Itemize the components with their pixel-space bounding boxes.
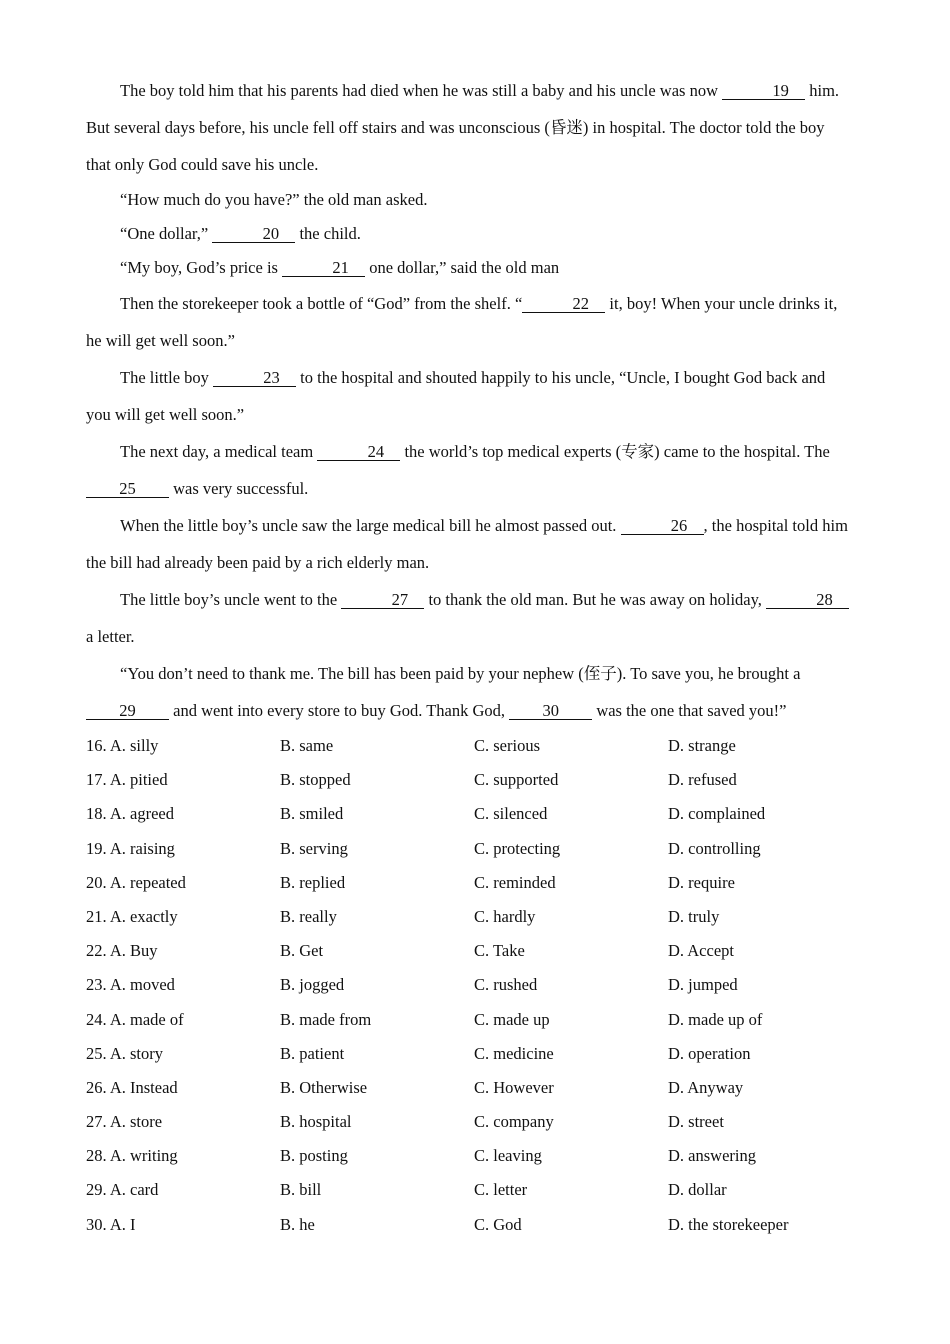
answer-option[interactable]: D. truly (668, 906, 720, 926)
answer-option[interactable]: B. bill (280, 1180, 322, 1200)
answer-option[interactable]: C. company (474, 1112, 554, 1132)
answer-option[interactable]: C. silenced (474, 804, 548, 824)
passage-text: a letter. (86, 627, 135, 646)
answer-option[interactable]: D. strange (668, 736, 736, 755)
answer-option[interactable]: 20. A. repeated (86, 872, 186, 892)
answer-option[interactable]: B. made from (280, 1009, 372, 1029)
question-row (86, 934, 862, 968)
passage-text: The next day, a medical team (120, 442, 318, 461)
answer-option[interactable]: 22. A. Buy (86, 941, 158, 961)
answer-option[interactable]: B. patient (280, 1043, 345, 1063)
passage-line (86, 507, 862, 544)
passage-text: to the hospital and shouted happily to his uncle, “Uncle, I bought God back and (296, 368, 826, 387)
passage-text: that only God could save his uncle. (86, 155, 319, 174)
question-row (86, 1173, 862, 1207)
answer-option[interactable]: B. stopped (280, 770, 351, 790)
answer-blank[interactable]: 27 (341, 591, 424, 609)
question-row (86, 763, 862, 797)
answer-blank[interactable]: 21 (282, 259, 365, 277)
answer-option[interactable]: 26. A. Instead (86, 1077, 178, 1097)
question-row (86, 866, 862, 900)
passage-text: “How much do you have?” the old man asked. (120, 190, 428, 209)
answer-option[interactable]: B. posting (280, 1146, 348, 1166)
passage-text: When the little boy’s uncle saw the large medical bill he almost passed out. (120, 516, 621, 535)
answer-option[interactable]: D. operation (668, 1043, 751, 1063)
answer-blank[interactable]: 19 (722, 82, 805, 100)
question-row (86, 900, 862, 934)
passage-text: The little boy’s uncle went to the (120, 590, 342, 609)
passage-line (86, 109, 862, 146)
passage-text: But several days before, his uncle fell off stairs and was unconscious (昏迷) in hospital. The doctor told the boy (86, 118, 825, 137)
answer-option[interactable]: 23. A. moved (86, 975, 175, 995)
answer-option[interactable]: C. reminded (474, 872, 556, 892)
question-row (86, 832, 862, 866)
passage-line (86, 72, 862, 109)
answer-option[interactable]: B. really (280, 906, 337, 926)
answer-option[interactable]: C. medicine (474, 1043, 554, 1063)
answer-option[interactable]: 18. A. agreed (86, 804, 174, 824)
question-row (86, 1139, 862, 1173)
answer-option[interactable]: D. require (668, 872, 735, 892)
question-row (86, 1208, 862, 1242)
answer-option[interactable]: D. refused (668, 770, 737, 790)
answer-option[interactable]: B. hospital (280, 1112, 352, 1132)
answer-option[interactable]: D. the storekeeper (668, 1214, 789, 1234)
answer-option[interactable]: D. made up of (668, 1009, 763, 1029)
answer-option[interactable]: C. rushed (474, 975, 538, 995)
answer-option[interactable]: 28. A. writing (86, 1146, 178, 1166)
question-row (86, 1105, 862, 1139)
answer-option[interactable]: C. supported (474, 770, 559, 790)
answer-option[interactable]: C. God (474, 1214, 522, 1234)
cloze-passage (86, 72, 862, 729)
passage-text: was very successful. (169, 479, 309, 498)
passage-line (86, 359, 862, 396)
answer-option[interactable]: 24. A. made of (86, 1009, 184, 1029)
passage-text: and went into every store to buy God. Thank God, (169, 701, 510, 720)
answer-blank[interactable]: 28 (766, 591, 849, 609)
answer-option[interactable]: B. Otherwise (280, 1077, 368, 1097)
passage-line (86, 285, 862, 322)
answer-option[interactable]: B. replied (280, 872, 346, 892)
answer-option[interactable]: C. Take (474, 941, 525, 961)
answer-option[interactable]: 25. A. story (86, 1043, 164, 1063)
answer-option[interactable]: D. controlling (668, 838, 761, 858)
passage-line (86, 692, 862, 729)
passage-text: The boy told him that his parents had died when he was still a baby and his uncle was now (120, 81, 723, 100)
answer-blank[interactable]: 20 (212, 225, 295, 243)
answer-option[interactable]: B. smiled (280, 804, 344, 824)
answer-option[interactable]: D. jumped (668, 975, 738, 995)
answer-option[interactable]: 16. A. silly (86, 736, 159, 755)
answer-option[interactable]: D. answering (668, 1146, 756, 1166)
passage-line (86, 251, 862, 285)
answer-option[interactable]: 17. A. pitied (86, 770, 168, 790)
answer-option[interactable]: C. letter (474, 1180, 528, 1200)
question-row (86, 797, 862, 831)
answer-option[interactable]: D. Anyway (668, 1077, 744, 1097)
passage-line (86, 396, 862, 433)
passage-text: the child. (295, 224, 361, 243)
answer-option[interactable]: B. jogged (280, 975, 345, 995)
passage-text: to thank the old man. But he was away on holiday, (424, 590, 767, 609)
passage-text: “You don’t need to thank me. The bill has been paid by your nephew (侄子). To save you, he brought a (120, 664, 801, 683)
question-row (86, 729, 862, 763)
passage-text: was the one that saved you!” (592, 701, 787, 720)
passage-text: you will get well soon.” (86, 405, 245, 424)
answer-option[interactable]: B. serving (280, 838, 348, 858)
answer-blank[interactable]: 25 (86, 480, 169, 498)
passage-text: the bill had already been paid by a rich elderly man. (86, 553, 430, 572)
question-row (86, 968, 862, 1002)
answer-options (86, 729, 862, 1242)
answer-blank[interactable]: 24 (317, 443, 400, 461)
answer-option[interactable]: C. leaving (474, 1146, 542, 1166)
question-row (86, 1071, 862, 1105)
passage-text: he will get well soon.” (86, 331, 235, 350)
answer-blank[interactable]: 30 (509, 702, 592, 720)
answer-option[interactable]: B. same (280, 736, 334, 755)
exam-page (86, 72, 862, 1242)
passage-text: , the hospital told him (703, 516, 848, 535)
passage-text: Then the storekeeper took a bottle of “God” from the shelf. “ (120, 294, 523, 313)
passage-line (86, 183, 862, 217)
answer-option[interactable]: D. dollar (668, 1180, 727, 1200)
answer-option[interactable]: D. Accept (668, 941, 734, 961)
answer-option[interactable]: C. hardly (474, 906, 536, 926)
answer-option[interactable]: 30. A. I (86, 1214, 136, 1234)
passage-line (86, 433, 862, 470)
passage-text: him. (805, 81, 840, 100)
answer-option[interactable]: 29. A. card (86, 1180, 159, 1200)
passage-line (86, 581, 862, 618)
passage-line (86, 655, 862, 692)
answer-option[interactable]: 27. A. store (86, 1112, 163, 1132)
passage-text: The little boy (120, 368, 214, 387)
passage-line (86, 618, 862, 655)
passage-text: “My boy, God’s price is (120, 258, 283, 277)
answer-blank[interactable]: 29 (86, 702, 169, 720)
answer-blank[interactable]: 22 (522, 295, 605, 313)
answer-option[interactable]: B. Get (280, 941, 324, 961)
passage-line (86, 544, 862, 581)
question-row (86, 1037, 862, 1071)
passage-line (86, 470, 862, 507)
passage-line (86, 217, 862, 251)
passage-line (86, 322, 862, 359)
passage-text: one dollar,” said the old man (365, 258, 560, 277)
passage-line (86, 146, 862, 183)
question-row (86, 1003, 862, 1037)
passage-text: it, boy! When your uncle drinks it, (605, 294, 838, 313)
answer-option[interactable]: C. protecting (474, 838, 561, 858)
answer-option[interactable]: 19. A. raising (86, 838, 175, 858)
answer-blank[interactable]: 26 (621, 517, 704, 535)
answer-option[interactable]: 21. A. exactly (86, 906, 178, 926)
answer-option[interactable]: D. complained (668, 804, 766, 824)
answer-option[interactable]: D. street (668, 1112, 724, 1132)
answer-option[interactable]: C. made up (474, 1009, 550, 1029)
passage-text: the world’s top medical experts (专家) came to the hospital. The (400, 442, 830, 461)
answer-option[interactable]: B. he (280, 1214, 315, 1234)
answer-option[interactable]: C. However (474, 1077, 554, 1097)
passage-text: “One dollar,” (120, 224, 213, 243)
answer-blank[interactable]: 23 (213, 369, 296, 387)
answer-option[interactable]: C. serious (474, 736, 540, 755)
